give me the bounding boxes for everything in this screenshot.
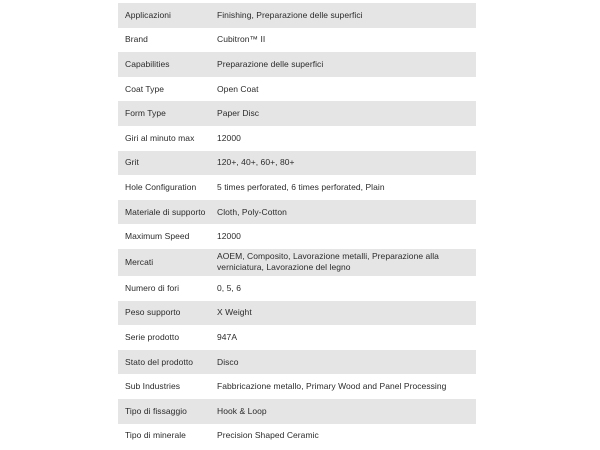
spec-value: AOEM, Composito, Lavorazione metalli, Preparazione alla verniciatura, Lavorazione del legno bbox=[210, 249, 476, 276]
spec-value: 120+, 40+, 60+, 80+ bbox=[210, 151, 476, 176]
spec-label: Maximum Speed bbox=[118, 224, 210, 249]
spec-label: Brand bbox=[118, 28, 210, 53]
spec-row-grit bbox=[118, 151, 476, 176]
spec-row-tipo-di-minerale bbox=[118, 424, 476, 449]
spec-value: Open Coat bbox=[210, 77, 476, 102]
spec-value: 947A bbox=[210, 325, 476, 350]
spec-value: Hook & Loop bbox=[210, 399, 476, 424]
spec-value: Preparazione delle superfici bbox=[210, 52, 476, 77]
spec-value: X Weight bbox=[210, 301, 476, 326]
spec-label: Numero di fori bbox=[118, 276, 210, 301]
spec-value: 0, 5, 6 bbox=[210, 276, 476, 301]
spec-label: Materiale di supporto bbox=[118, 200, 210, 225]
spec-row-capabilities bbox=[118, 52, 476, 77]
spec-label: Serie prodotto bbox=[118, 325, 210, 350]
spec-row-coat-type bbox=[118, 77, 476, 102]
spec-row-applicazioni bbox=[118, 3, 476, 28]
spec-label: Capabilities bbox=[118, 52, 210, 77]
spec-label: Applicazioni bbox=[118, 3, 210, 28]
spec-label: Peso supporto bbox=[118, 301, 210, 326]
spec-label: Sub Industries bbox=[118, 374, 210, 399]
spec-label: Tipo di fissaggio bbox=[118, 399, 210, 424]
spec-row-tipo-di-fissaggio bbox=[118, 399, 476, 424]
spec-label: Coat Type bbox=[118, 77, 210, 102]
spec-label: Stato del prodotto bbox=[118, 350, 210, 375]
spec-row-brand bbox=[118, 28, 476, 53]
spec-label: Grit bbox=[118, 151, 210, 176]
spec-row-mercati bbox=[118, 249, 476, 276]
spec-label: Mercati bbox=[118, 249, 210, 276]
spec-row-serie-prodotto bbox=[118, 325, 476, 350]
spec-value: 12000 bbox=[210, 126, 476, 151]
spec-row-hole-configuration bbox=[118, 175, 476, 200]
spec-label: Form Type bbox=[118, 101, 210, 126]
spec-row-peso-supporto bbox=[118, 301, 476, 326]
spec-row-form-type bbox=[118, 101, 476, 126]
spec-row-materiale-di-supporto bbox=[118, 200, 476, 225]
spec-row-sub-industries bbox=[118, 374, 476, 399]
spec-row-stato-del-prodotto bbox=[118, 350, 476, 375]
spec-value: Cubitron™ II bbox=[210, 28, 476, 53]
spec-label: Tipo di minerale bbox=[118, 424, 210, 449]
spec-value: Disco bbox=[210, 350, 476, 375]
spec-row-maximum-speed bbox=[118, 224, 476, 249]
spec-label: Giri al minuto max bbox=[118, 126, 210, 151]
spec-value: Precision Shaped Ceramic bbox=[210, 424, 476, 449]
spec-value: Fabbricazione metallo, Primary Wood and Panel Processing bbox=[210, 374, 476, 399]
spec-row-giri-al-minuto-max bbox=[118, 126, 476, 151]
spec-row-numero-di-fori bbox=[118, 276, 476, 301]
spec-value: Finishing, Preparazione delle superfici bbox=[210, 3, 476, 28]
spec-value: Paper Disc bbox=[210, 101, 476, 126]
spec-value: Cloth, Poly-Cotton bbox=[210, 200, 476, 225]
specifications-table bbox=[118, 3, 476, 448]
spec-value: 12000 bbox=[210, 224, 476, 249]
spec-value: 5 times perforated, 6 times perforated, Plain bbox=[210, 175, 476, 200]
spec-label: Hole Configuration bbox=[118, 175, 210, 200]
